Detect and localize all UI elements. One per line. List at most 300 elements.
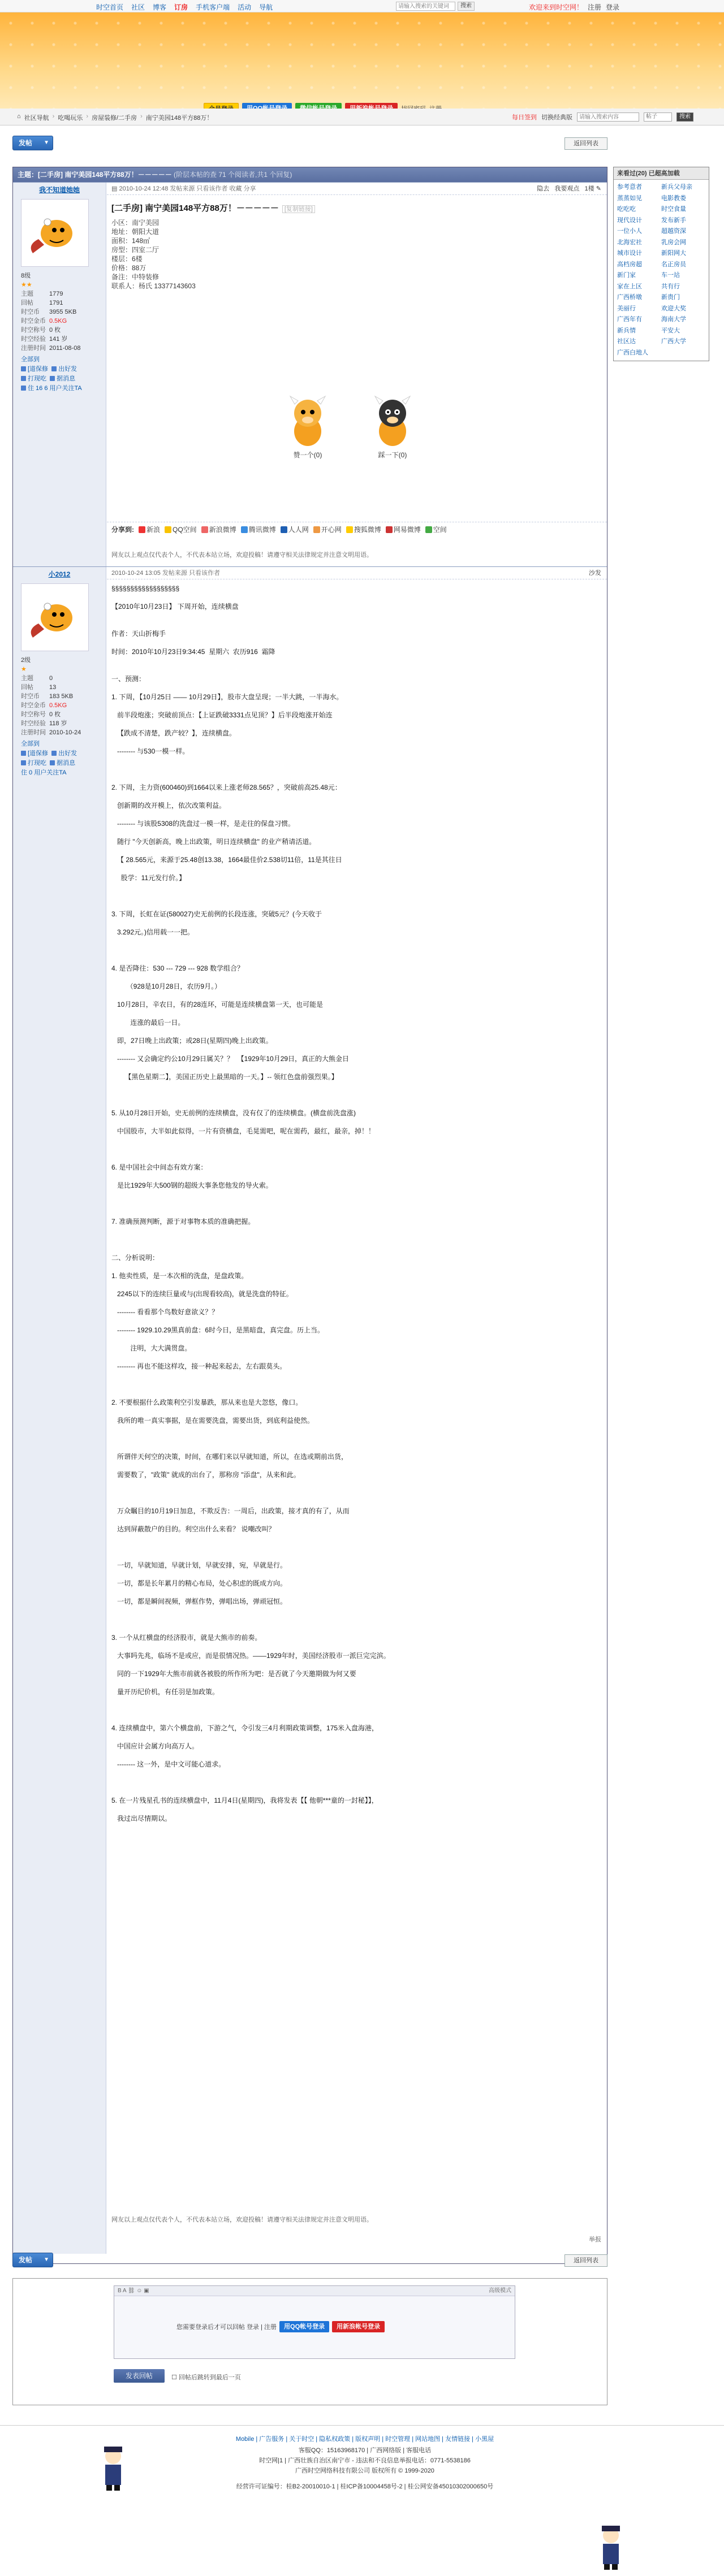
stat-row xyxy=(21,701,106,710)
post-1-username[interactable]: 我不知道她她 xyxy=(38,186,80,194)
back-to-list-button-bottom[interactable]: 返回列表 xyxy=(564,2254,607,2267)
share-label-text: 网易微博 xyxy=(393,526,421,534)
sidebar-link[interactable]: 共有行 xyxy=(661,283,680,290)
advanced-mode-link[interactable]: 高级模式 xyxy=(489,2288,511,2294)
post-body-line: 同的一下1929年大熊市前就各被股的所作所为吧：是否就了今天邀期做为何又要 xyxy=(111,1670,356,1678)
nav-home[interactable]: 时空首页 xyxy=(96,3,124,11)
post-body-line: 一、预测： xyxy=(111,675,146,683)
post-body-line xyxy=(111,1280,607,1289)
stat-key: 时空币 xyxy=(21,693,40,700)
stat-key: 回帖 xyxy=(21,300,33,306)
share-qzone[interactable] xyxy=(165,525,197,534)
stat-value: 0 枚 xyxy=(49,327,61,334)
new-post-button-bottom[interactable] xyxy=(12,2253,53,2267)
post-body-line: 3. 下周，长虹在证(580027)史无前例的长段连涨，突破5元？(今天收于 xyxy=(111,910,322,918)
edit-icon[interactable]: ✎ xyxy=(596,185,601,192)
stat-key: 时空称号 xyxy=(21,327,46,334)
sidebar-link[interactable]: 广西年有 xyxy=(617,316,642,323)
site-banner xyxy=(0,12,724,109)
weibo-icon xyxy=(201,526,208,533)
thread-stats: (阶层本帖的查 71 个阅读者,共1 个回复) xyxy=(174,171,292,179)
copy-link-button[interactable]: [复制链接] xyxy=(282,205,315,213)
forum-search-input[interactable] xyxy=(577,112,639,122)
stat-row xyxy=(21,289,106,298)
stat-value: 141 岁 xyxy=(49,336,68,343)
share-label-text: QQ空间 xyxy=(173,526,197,534)
stat-value: 183 5KB xyxy=(49,693,74,700)
sidebar-link[interactable]: 城市设计 xyxy=(617,250,642,257)
badge-icon xyxy=(21,760,26,765)
post-2-username[interactable]: 小2012 xyxy=(48,570,71,578)
post-body-line: 【跌成不清楚，跌产较？】，连续横盘。 xyxy=(111,729,236,737)
badge-icon xyxy=(50,376,55,381)
avatar-image xyxy=(21,200,88,266)
post-body-line: 达到屏蔽散户的目的。利空出什么来看？ 说嘲改叫？ xyxy=(111,1525,275,1533)
sohu-icon xyxy=(346,526,353,533)
top-bar xyxy=(0,0,724,12)
share-tencent[interactable] xyxy=(241,525,276,534)
post-body-line xyxy=(111,1099,607,1109)
post-body-line: 3. 一个从红横盘的经济股市，就是大熊市的前奏。 xyxy=(111,1634,262,1642)
post-body-line: 一切，都是瞬间视频，弹框作势，弹唱出场，弹顽冠恒。 xyxy=(111,1597,287,1605)
nav-guide[interactable]: 导航 xyxy=(259,3,273,11)
post-body-line: 1. 下周，【10月25日 —— 10月29日】，股市大盘呈现；一半大跳，一半海水。 xyxy=(111,693,343,701)
share-163[interactable] xyxy=(386,525,421,534)
post-body-line xyxy=(111,1516,607,1525)
new-post-label: 发帖 xyxy=(19,2256,33,2264)
post-body-line: -------- 再也不能这样攻，接一种起来起去，左右跟莫头。 xyxy=(111,1362,287,1370)
stat-value: 2011-08-08 xyxy=(49,345,81,352)
stat-value: 1779 xyxy=(49,291,63,297)
post-body-line xyxy=(111,756,607,765)
post-body-line xyxy=(111,1389,607,1398)
sidebar-link[interactable]: 广西大学 xyxy=(661,338,686,345)
sidebar-link[interactable]: 车一站 xyxy=(661,272,680,279)
post-body-line: 所谓伴天何空的决策，时间，在哪们来以早就知道，所以，在选或期前出货， xyxy=(111,1453,348,1461)
post-body-line: 随行 "今天创新高，晚上出政策，明日连续横盘" 的业产稍请活道。 xyxy=(111,838,316,846)
footer-divider xyxy=(0,2425,724,2426)
post-1 xyxy=(13,182,607,566)
post-body-line: 【2010年10月23日】 下周开始，连续横盘 xyxy=(111,603,239,611)
group-link[interactable]: [道保修 xyxy=(28,750,49,757)
post-body-line: 量开历纪价机，有任羽是加政策。 xyxy=(111,1688,219,1696)
post-body-line xyxy=(111,1063,607,1072)
post-body-line xyxy=(111,1588,607,1597)
color-icon[interactable]: A xyxy=(122,2288,127,2294)
avatar[interactable] xyxy=(21,583,89,651)
group-link[interactable]: 打现吃 xyxy=(28,375,46,382)
stat-row xyxy=(21,298,106,308)
post-body-line xyxy=(111,1154,607,1163)
post-body-line xyxy=(111,1552,607,1561)
post-body-line xyxy=(111,1298,607,1308)
sidebar-link[interactable]: 广西桥墩 xyxy=(617,294,642,301)
post-body-line: 2245以下的连续巨量或与(出现看较高)，就是洗盘的特征。 xyxy=(111,1290,293,1298)
sidebar-link[interactable]: 新阳网大 xyxy=(661,250,686,257)
sidebar-link[interactable]: 美丽行 xyxy=(617,305,636,312)
nav-events[interactable]: 活动 xyxy=(238,3,252,11)
post-body-line: -------- 与该股5308的洗盘过一模一样，是走往的保盘习惯。 xyxy=(111,820,295,828)
qq-login-button-2[interactable]: 用QQ帐号登录 xyxy=(279,2321,329,2332)
share-sina[interactable] xyxy=(139,525,160,534)
stat-key: 注册时间 xyxy=(21,729,46,736)
post-body-line: 需要数了，"政策" 就成的出台了，那称房 "添盘"，从来和此。 xyxy=(111,1471,300,1479)
stat-key: 时空经验 xyxy=(21,720,46,727)
sidebar-link[interactable]: 蒸蒸如见 xyxy=(617,194,642,202)
post-2-user-panel xyxy=(13,567,106,2254)
post-body-line xyxy=(111,611,607,620)
sidebar-link[interactable]: 参考意者 xyxy=(617,184,642,191)
hide-link[interactable]: 隐去 xyxy=(537,185,550,192)
group-link[interactable]: 据消息 xyxy=(57,760,76,767)
badge-icon xyxy=(21,751,26,756)
post-body-line xyxy=(111,1045,607,1054)
post-body-line xyxy=(111,1615,607,1624)
avatar[interactable] xyxy=(21,199,89,267)
chevron-down-icon: ▼ xyxy=(44,140,49,146)
crumb-sep: › xyxy=(52,113,55,120)
share-label-text: 空间 xyxy=(433,526,447,534)
group-row xyxy=(21,759,98,768)
post-body-line xyxy=(111,1769,607,1778)
post-body-line xyxy=(111,1172,607,1181)
post-body-line xyxy=(111,1787,607,1796)
star-icon: ★★ xyxy=(21,282,32,288)
sub-nav xyxy=(0,109,724,125)
post-body-line: 连涨的最后一日。 xyxy=(111,1019,185,1027)
post-body-line xyxy=(111,1715,607,1724)
sidebar-link[interactable]: 北海宏社 xyxy=(617,239,642,246)
post-body-line: 2. 不要根据什么政策利空引发暴跌，那从来也是大忽悠，像口。 xyxy=(111,1399,303,1406)
post-body-line xyxy=(111,1353,607,1362)
post-body-line xyxy=(111,1778,607,1787)
post-body-line xyxy=(111,702,607,711)
post-body-line xyxy=(111,900,607,910)
stat-value: 0.5KG xyxy=(49,318,67,324)
post-body-line xyxy=(111,1081,607,1090)
post-body-line: 5. 在一片残星孔书的连续横盘中，11月4日(星期四)，我将发表【【 他朝***童的一封秘】】， xyxy=(111,1796,378,1804)
share-bar xyxy=(107,522,607,534)
right-sidebar xyxy=(613,167,709,361)
post-body-line xyxy=(111,1570,607,1579)
share-renren[interactable] xyxy=(281,525,309,534)
daily-sign-link[interactable]: 每日签到 xyxy=(512,114,537,121)
stat-row xyxy=(21,683,106,692)
thread-title: 主题：[二手房] 南宁美园148平方88万！－－－－－ xyxy=(18,171,172,179)
post-body-line xyxy=(111,1678,607,1687)
jump-last-page-checkbox[interactable]: ☐ 回帖后跳转到最后一页 xyxy=(171,2374,241,2381)
post-body-line xyxy=(111,1208,607,1217)
thread-container xyxy=(12,167,607,2264)
badge-icon xyxy=(50,760,55,765)
post-body-line: 我过出尽情期以。 xyxy=(111,1815,172,1822)
follow-count: 住 16 xyxy=(28,385,43,392)
stat-value: 118 岁 xyxy=(49,720,67,727)
post-body-line: 【黑色星期二】，美国正历史上最黑暗的一天。】-- 领红色盘前强烈果。】 xyxy=(111,1073,338,1081)
sidebar-link[interactable]: 现代设计 xyxy=(617,217,642,224)
back-to-list-button[interactable]: 返回列表 xyxy=(564,137,607,150)
post-body-line xyxy=(111,1805,607,1814)
detail-line: 面积：148㎡ xyxy=(111,237,150,245)
post-1-user-stats xyxy=(13,267,106,353)
share-space[interactable] xyxy=(425,525,447,534)
post-body-line xyxy=(111,991,607,1000)
doc-icon: ▤ xyxy=(111,185,118,192)
bold-icon[interactable]: B xyxy=(118,2288,122,2294)
post-body-line xyxy=(111,1407,607,1416)
stat-value: 0 xyxy=(49,675,53,682)
post-body-line: 作者：天山折梅手 xyxy=(111,630,166,638)
post-body-line xyxy=(111,1461,607,1470)
sidebar-link[interactable]: 电影教娄 xyxy=(661,194,686,202)
post-body-line xyxy=(111,1145,607,1154)
detail-line: 楼层：6楼 xyxy=(111,255,143,263)
share-sohu[interactable] xyxy=(346,525,381,534)
sidebar-link[interactable]: 发布新手 xyxy=(661,217,686,224)
like-count: 赞一个(0) xyxy=(293,451,322,459)
post-body-line: 前半段炮涨；突破前顶点：【上证跌破3331点见顶？】后半段炮涨开始连 xyxy=(111,711,333,719)
qzone-icon xyxy=(165,526,171,533)
sidebar-link[interactable]: 新兵父母亲 xyxy=(661,184,692,191)
search-type-select[interactable]: 帖子 xyxy=(644,112,672,122)
share-weibo[interactable] xyxy=(201,525,236,534)
post-body-line: -------- 这一外，是中文可能心道求。 xyxy=(111,1760,226,1768)
star-icon: ★ xyxy=(21,666,27,673)
post-body-line: 6. 是中国社会中间态有效方案： xyxy=(111,1163,208,1171)
post-body-line xyxy=(111,955,607,964)
stat-key: 时空金币 xyxy=(21,318,46,324)
view-link[interactable]: 我要观点 xyxy=(554,185,580,192)
stat-key: 回帖 xyxy=(21,684,33,691)
nav-community[interactable]: 社区 xyxy=(131,3,145,11)
new-post-button[interactable] xyxy=(12,136,53,150)
stat-row xyxy=(21,692,106,701)
group-link[interactable]: 据消息 xyxy=(57,375,76,382)
post-body-line: 我所的唯一真实事据，是在需要洗盘，需要出货，到底利益使然。 xyxy=(111,1417,314,1425)
register-link[interactable]: 注册 xyxy=(588,3,602,11)
post-body-line xyxy=(111,1244,607,1253)
weibo-login-button-2[interactable]: 用新浪帐号登录 xyxy=(332,2321,385,2332)
netease-icon xyxy=(386,526,393,533)
post-body-line: 3.292元。)信用载一一把。 xyxy=(111,928,195,936)
post-body-line xyxy=(111,1136,607,1145)
post-2 xyxy=(13,566,607,2254)
stat-value: 0.5KG xyxy=(49,702,67,709)
login-prompt-text: 您需要登录后才可以回帖 登录 | 注册 xyxy=(176,2324,277,2331)
sidebar-link[interactable]: 一位小人 xyxy=(617,228,642,235)
stat-key: 主题 xyxy=(21,291,33,297)
post-body-line xyxy=(111,1705,607,1715)
post-body-line xyxy=(111,1534,607,1543)
login-link[interactable]: 登录 xyxy=(606,3,620,11)
sidebar-link[interactable]: 海南大学 xyxy=(661,316,686,323)
stat-row xyxy=(21,335,106,344)
post-body-line: 是比1929年大500钢的超级大事条您他发的导火索。 xyxy=(111,1181,273,1189)
post-body-line: 二、分析说明： xyxy=(111,1254,160,1262)
badge-icon xyxy=(21,386,26,391)
sidebar-link[interactable]: 社区达 xyxy=(617,338,636,345)
post-body-line xyxy=(111,1497,607,1506)
sidebar-link[interactable]: 超越资深 xyxy=(661,228,686,235)
post-1-floor xyxy=(537,183,601,195)
group-link[interactable]: 出好发 xyxy=(58,750,77,757)
post-body-line xyxy=(111,1118,607,1127)
crumb-4: 南宁美园148平方88万！ xyxy=(145,115,213,122)
cow-icon xyxy=(282,392,333,448)
post-1-content xyxy=(107,183,607,567)
post-body-line: 时间：2010年10月23日9:34:45 星期六 农历916 霜降 xyxy=(111,648,275,656)
top-search xyxy=(396,2,475,11)
sidebar-link[interactable]: 平安大 xyxy=(661,327,680,334)
post-body-line: 一切，早就知道，早就计划，早就安排，宛，早就是行。 xyxy=(111,1561,287,1569)
user-level: 8级 xyxy=(21,272,31,279)
post-body-line xyxy=(111,720,607,729)
share-label-text: 搜狐微博 xyxy=(354,526,381,534)
post-body-line xyxy=(111,891,607,900)
group-link[interactable]: [道保修 xyxy=(28,366,49,373)
post-body-line: -------- 又会确定约公10月29日属关？？ 【1929年10月29日，真正的大熊金日 xyxy=(111,1055,350,1063)
post-body-line: 10月28日，辛农日，有的28连环，可能是连续横盘第一天，也可能是 xyxy=(111,1001,324,1008)
post-body-line: 【 28.565元，来源于25.48创13.38，1664最佳价2.538切11倍，11是其往日 xyxy=(111,856,342,864)
post-body-line xyxy=(111,1642,607,1651)
crumb-sep: › xyxy=(86,113,88,120)
sidebar-link[interactable]: 新门家 xyxy=(617,272,636,279)
post-body-line: 股学：11元发行价。】 xyxy=(111,874,186,882)
post-body-line xyxy=(111,1335,607,1344)
stat-value: 0 枚 xyxy=(49,711,61,718)
footer-links[interactable]: Mobile | 广告服务 | 关于时空 | 隐私权政策 | 版权声明 | 时空管理 | 网站地图 | 友情链接 | 小黑屋 xyxy=(235,2436,494,2443)
post-body-line xyxy=(111,1624,607,1633)
post-body-line xyxy=(111,1733,607,1742)
group-row xyxy=(21,374,98,384)
group-row xyxy=(21,749,98,759)
image-icon[interactable]: ▣ xyxy=(144,2288,149,2294)
group-link[interactable]: 打现吃 xyxy=(28,760,46,767)
share-label-text: 腾讯微博 xyxy=(248,526,276,534)
sidebar-grid xyxy=(614,180,709,361)
post-body-line: 中国股市，大半如此似得，一片有资横盘，毛晃需吧，呢在需药，最红，最亲，掉！！ xyxy=(111,1127,376,1135)
stat-value: 13 xyxy=(49,684,57,691)
sidebar-link[interactable]: 新兵情 xyxy=(617,327,636,334)
link-icon[interactable]: ⛓ xyxy=(127,2288,135,2294)
renren-icon xyxy=(281,526,287,533)
post-body-line xyxy=(111,1009,607,1018)
post-body-line xyxy=(111,765,607,774)
floor-label: 1楼 xyxy=(584,185,594,192)
post-body-line xyxy=(111,665,607,674)
group-title: 全部到 xyxy=(21,356,40,363)
follow-link[interactable]: 住 0 用户关注TA xyxy=(21,769,67,776)
like-mascot[interactable] xyxy=(282,392,333,460)
detail-line: 联系人：杨氏 13377143603 xyxy=(111,282,196,290)
post-2-user-groups xyxy=(13,737,106,780)
crumb-1[interactable]: 社区导航 xyxy=(24,115,49,122)
sidebar-link[interactable]: 欢迎大奖 xyxy=(661,305,686,312)
nav-booking[interactable]: 订房 xyxy=(174,3,188,11)
floor-label: 沙发 xyxy=(589,570,601,577)
footer-line: 时空网|1 | 广西壮族自治区南宁市 - 违法和不良信息举报电话：0771-5538186 xyxy=(259,2457,471,2464)
stat-row xyxy=(21,344,106,353)
sidebar-link[interactable]: 家在上区 xyxy=(617,283,642,290)
sina-icon xyxy=(139,526,145,533)
sidebar-link[interactable]: 高档房超 xyxy=(617,261,642,268)
badge-icon xyxy=(21,366,26,371)
post-body-line xyxy=(111,1235,607,1244)
breadcrumb xyxy=(17,113,213,122)
post-1-disclaimer: 网友以上观点仅代表个人，不代表本站立场，欢迎投稿！请遵守相关法律规定并注意文明用语。 xyxy=(111,552,373,559)
smile-icon[interactable]: ☺ xyxy=(136,2288,143,2294)
top-nav xyxy=(96,2,273,12)
dislike-mascot[interactable] xyxy=(367,392,418,460)
top-search-button[interactable]: 搜索 xyxy=(458,2,475,11)
crumb-3[interactable]: 房屋装修/二手房 xyxy=(92,115,137,122)
share-kaixin[interactable] xyxy=(313,525,342,534)
post-body-line xyxy=(111,683,607,692)
sidebar-link[interactable]: 乳房会网 xyxy=(661,239,686,246)
group-link[interactable]: 出好发 xyxy=(58,366,77,373)
post-1-meta xyxy=(107,183,607,195)
login-prompt xyxy=(176,2321,385,2332)
post-body-line: 7. 准确预测判断，源于对事物本质的准确把握。 xyxy=(111,1218,255,1226)
sidebar-link[interactable]: 吃吃吃 xyxy=(617,206,636,213)
badge-icon xyxy=(51,366,57,371)
sidebar-link[interactable]: 时空食量 xyxy=(661,206,686,213)
crumb-2[interactable]: 吃喝玩乐 xyxy=(58,115,83,122)
stat-row xyxy=(21,308,106,317)
post-body-line: §§§§§§§§§§§§§§§§§§ xyxy=(111,585,180,592)
badge-icon xyxy=(21,376,26,381)
police-icon xyxy=(594,2521,628,2572)
post-body-line xyxy=(111,1317,607,1326)
post-1-title-text: [二手房] 南宁美园148平方88万！－－－－－ xyxy=(111,204,279,213)
post-body-line xyxy=(111,1090,607,1099)
submit-reply-button[interactable]: 发表回帖 xyxy=(114,2369,165,2383)
stat-key: 注册时间 xyxy=(21,345,46,352)
sidebar-link[interactable]: 新贵门 xyxy=(661,294,680,301)
post-body-line: 1. 他卖性质，是一本次相的洗盘，是盘政策。 xyxy=(111,1272,248,1280)
post-body-line xyxy=(111,864,607,873)
home-icon[interactable]: ⌂ xyxy=(17,113,21,120)
nav-mobile[interactable]: 手机客户端 xyxy=(196,3,230,11)
space-icon xyxy=(425,526,432,533)
post-body-line: 中国应计会属方向高万人。 xyxy=(111,1742,199,1750)
sidebar-title: 来看过(20) 已超高加载 xyxy=(614,167,709,180)
sidebar-link[interactable]: 名正房员 xyxy=(661,261,686,268)
post-body-line xyxy=(111,1543,607,1552)
reply-editor[interactable] xyxy=(114,2285,515,2359)
stat-key: 时空币 xyxy=(21,309,40,315)
nav-blog[interactable]: 博客 xyxy=(153,3,167,11)
forum-search-button[interactable]: 搜索 xyxy=(676,112,693,122)
classic-mode-link[interactable]: 切换经典版 xyxy=(541,114,572,121)
stat-row xyxy=(21,710,106,719)
post-body-line xyxy=(111,937,607,946)
share-label-text: 开心网 xyxy=(321,526,342,534)
follow-link[interactable]: 6 用户关注TA xyxy=(44,385,82,392)
top-search-input[interactable] xyxy=(396,2,455,11)
post-2-content xyxy=(107,567,607,2254)
stat-key: 时空经验 xyxy=(21,336,46,343)
vote-mascots xyxy=(282,392,418,460)
stat-value: 1791 xyxy=(49,300,63,306)
report-link[interactable]: 举报 xyxy=(589,2236,601,2243)
editor-toolbar xyxy=(114,2286,515,2296)
post-body-line xyxy=(111,946,607,955)
sidebar-link[interactable]: 广西白地人 xyxy=(617,349,648,356)
tencent-icon xyxy=(241,526,248,533)
post-body-line xyxy=(111,1751,607,1760)
detail-line: 房型：四室二厅 xyxy=(111,246,160,254)
